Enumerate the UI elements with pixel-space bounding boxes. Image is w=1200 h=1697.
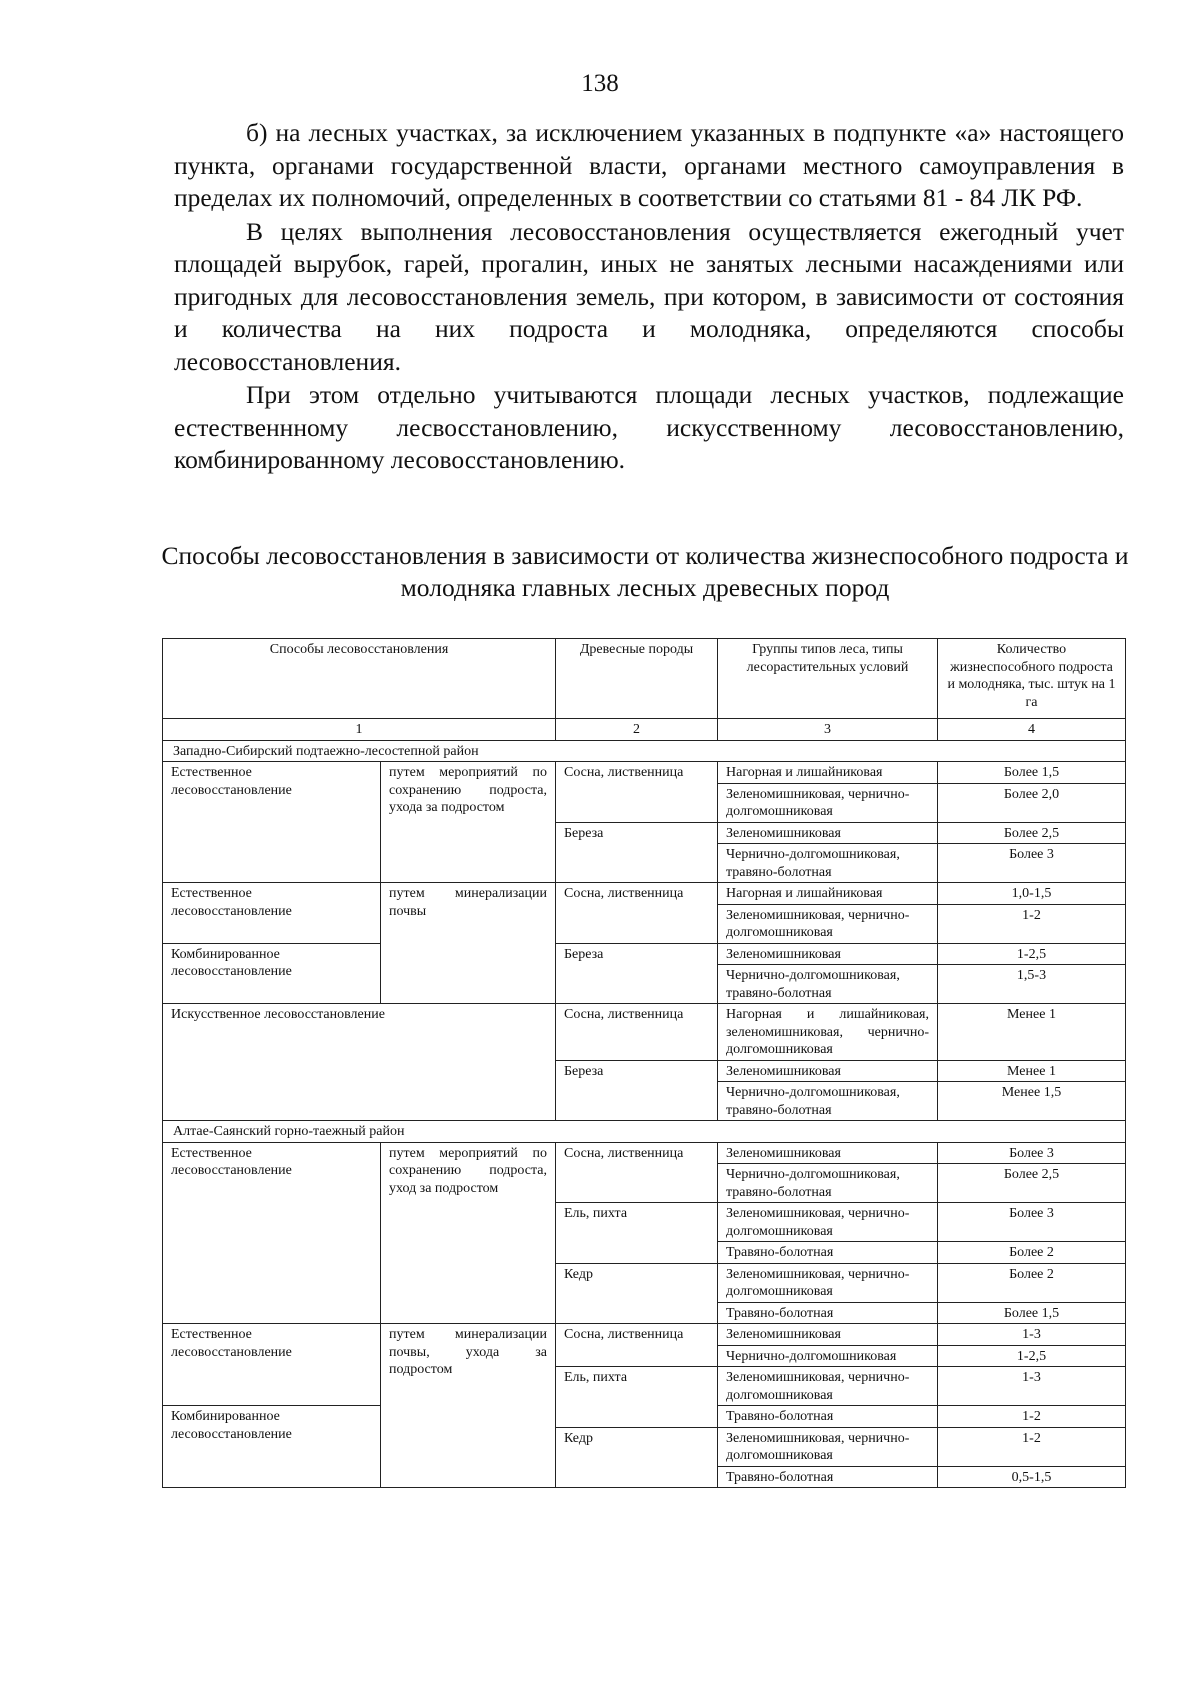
reforestation-table [162, 638, 1126, 1488]
quantity-cell: Более 3 [938, 1142, 1126, 1164]
quantity-cell: 0,5-1,5 [938, 1466, 1126, 1488]
species-cell: Береза [556, 943, 718, 1004]
method-cell: Комбинированное лесовосстановление [163, 1406, 381, 1488]
table-row [163, 1004, 1126, 1061]
quantity-cell: 1-3 [938, 1324, 1126, 1346]
quantity-cell: 1-2 [938, 1427, 1126, 1466]
species-cell: Береза [556, 822, 718, 883]
forest-group-cell: Чернично-долгомошниковая, травяно-болотная [718, 844, 938, 883]
forest-group-cell: Зеленомишниковая, чернично-долгомошниковая [718, 1367, 938, 1406]
region-title: Алтае-Саянский горно-таежный район [163, 1121, 1126, 1143]
body-text [174, 117, 1124, 478]
species-cell: Сосна, лиственница [556, 762, 718, 823]
quantity-cell: Более 2,0 [938, 783, 1126, 822]
forest-group-cell: Чернично-долгомошниковая, травяно-болотная [718, 965, 938, 1004]
quantity-cell: Более 1,5 [938, 1302, 1126, 1324]
forest-group-cell: Зеленомишниковая, чернично-долгомошниковая [718, 783, 938, 822]
quantity-cell: Более 1,5 [938, 762, 1126, 784]
species-cell: Кедр [556, 1263, 718, 1324]
header-species: Древесные породы [556, 639, 718, 719]
quantity-cell: Менее 1 [938, 1060, 1126, 1082]
quantity-cell: Более 3 [938, 1203, 1126, 1242]
region-row [163, 740, 1126, 762]
quantity-cell: Более 2 [938, 1263, 1126, 1302]
page-number: 138 [581, 70, 619, 97]
table-row [163, 943, 1126, 965]
species-cell: Ель, пихта [556, 1203, 718, 1264]
forest-group-cell: Травяно-болотная [718, 1302, 938, 1324]
column-number-row [163, 719, 1126, 741]
table-row [163, 762, 1126, 784]
region-row [163, 1121, 1126, 1143]
table-title: Способы лесовосстановления в зависимости от количества жизнеспособного подроста и молодняка главных лесных древесных пород [161, 541, 1129, 602]
forest-group-cell: Чернично-долгомошниковая, травяно-болотная [718, 1164, 938, 1203]
header-quantity: Количество жизнеспособного подроста и молодняка, тыс. штук на 1 га [938, 639, 1126, 719]
way-cell: путем минерализации почвы [381, 883, 556, 1004]
quantity-cell: 1-2,5 [938, 943, 1126, 965]
method-cell: Естественное лесовосстановление [163, 883, 381, 944]
quantity-cell: Более 2,5 [938, 1164, 1126, 1203]
forest-group-cell: Травяно-болотная [718, 1406, 938, 1428]
paragraph: б) на лесных участках, за исключением указанных в подпункте «а» настоящего пункта, органами государственной власти, органами местного самоуправления в пределах их полномочий, определенных в соответствии со статьями 81 - 84 ЛК РФ. [174, 118, 1124, 212]
paragraph: При этом отдельно учитываются площади лесных участков, подлежащие естественнному лесвосстановлению, искусственному лесовосстановлению, комбинированному лесовосстановлению. [174, 380, 1124, 474]
forest-group-cell: Нагорная и лишайниковая, зеленомишниковая, чернично-долгомошниковая [718, 1004, 938, 1061]
header-forest-groups: Группы типов леса, типы лесорастительных условий [718, 639, 938, 719]
table-row [163, 1324, 1126, 1346]
quantity-cell: Менее 1,5 [938, 1082, 1126, 1121]
forest-group-cell: Зеленомишниковая [718, 1142, 938, 1164]
quantity-cell: 1-2 [938, 904, 1126, 943]
quantity-cell: Более 2 [938, 1242, 1126, 1264]
forest-group-cell: Нагорная и лишайниковая [718, 762, 938, 784]
forest-group-cell: Травяно-болотная [718, 1466, 938, 1488]
species-cell: Береза [556, 1060, 718, 1121]
table-header-row [163, 639, 1126, 719]
region-title: Западно-Сибирский подтаежно-лесостепной район [163, 740, 1126, 762]
species-cell: Кедр [556, 1427, 718, 1488]
species-cell: Сосна, лиственница [556, 1142, 718, 1203]
method-cell: Естественное лесовосстановление [163, 1324, 381, 1406]
forest-group-cell: Зеленомишниковая [718, 822, 938, 844]
species-cell: Сосна, лиственница [556, 1004, 718, 1061]
column-number: 4 [938, 719, 1126, 741]
forest-group-cell: Зеленомишниковая [718, 943, 938, 965]
forest-group-cell: Зеленомишниковая [718, 1324, 938, 1346]
quantity-cell: 1,5-3 [938, 965, 1126, 1004]
column-number: 1 [163, 719, 556, 741]
header-methods: Способы лесовосстановления [163, 639, 556, 719]
column-number: 2 [556, 719, 718, 741]
way-cell: путем минерализации почвы, ухода за подростом [381, 1324, 556, 1488]
forest-group-cell: Травяно-болотная [718, 1242, 938, 1264]
quantity-cell: 1-2 [938, 1406, 1126, 1428]
table-row [163, 883, 1126, 905]
species-cell: Сосна, лиственница [556, 883, 718, 944]
forest-group-cell: Зеленомишниковая, чернично-долгомошниковая [718, 1427, 938, 1466]
forest-group-cell: Зеленомишниковая, чернично-долгомошниковая [718, 1263, 938, 1302]
forest-group-cell: Зеленомишниковая, чернично-долгомошниковая [718, 904, 938, 943]
paragraph: В целях выполнения лесовосстановления осуществляется ежегодный учет площадей вырубок, гарей, прогалин, иных не занятых лесными насаждениями или пригодных для лесовосстановления земель, при котором, в зависимости от состояния и количества на них подроста и молодняка, определяются способы лесовосстановления. [174, 216, 1124, 376]
quantity-cell: Менее 1 [938, 1004, 1126, 1061]
forest-group-cell: Зеленомишниковая, чернично-долгомошниковая [718, 1203, 938, 1242]
table-row [163, 1142, 1126, 1164]
way-cell: путем мероприятий по сохранению подроста, уход за подростом [381, 1142, 556, 1324]
species-cell: Сосна, лиственница [556, 1324, 718, 1367]
quantity-cell: 1-2,5 [938, 1345, 1126, 1367]
forest-group-cell: Чернично-долгомошниковая, травяно-болотная [718, 1082, 938, 1121]
forest-group-cell: Нагорная и лишайниковая [718, 883, 938, 905]
species-cell: Ель, пихта [556, 1367, 718, 1428]
forest-group-cell: Зеленомишниковая [718, 1060, 938, 1082]
column-number: 3 [718, 719, 938, 741]
quantity-cell: Более 2,5 [938, 822, 1126, 844]
method-cell: Искусственное лесовосстановление [163, 1004, 556, 1121]
quantity-cell: 1,0-1,5 [938, 883, 1126, 905]
way-cell: путем мероприятий по сохранению подроста, ухода за подростом [381, 762, 556, 883]
method-cell: Естественное лесовосстановление [163, 762, 381, 883]
method-cell: Естественное лесовосстановление [163, 1142, 381, 1324]
quantity-cell: Более 3 [938, 844, 1126, 883]
method-cell: Комбинированное лесовосстановление [163, 943, 381, 1004]
forest-group-cell: Чернично-долгомошниковая [718, 1345, 938, 1367]
quantity-cell: 1-3 [938, 1367, 1126, 1406]
